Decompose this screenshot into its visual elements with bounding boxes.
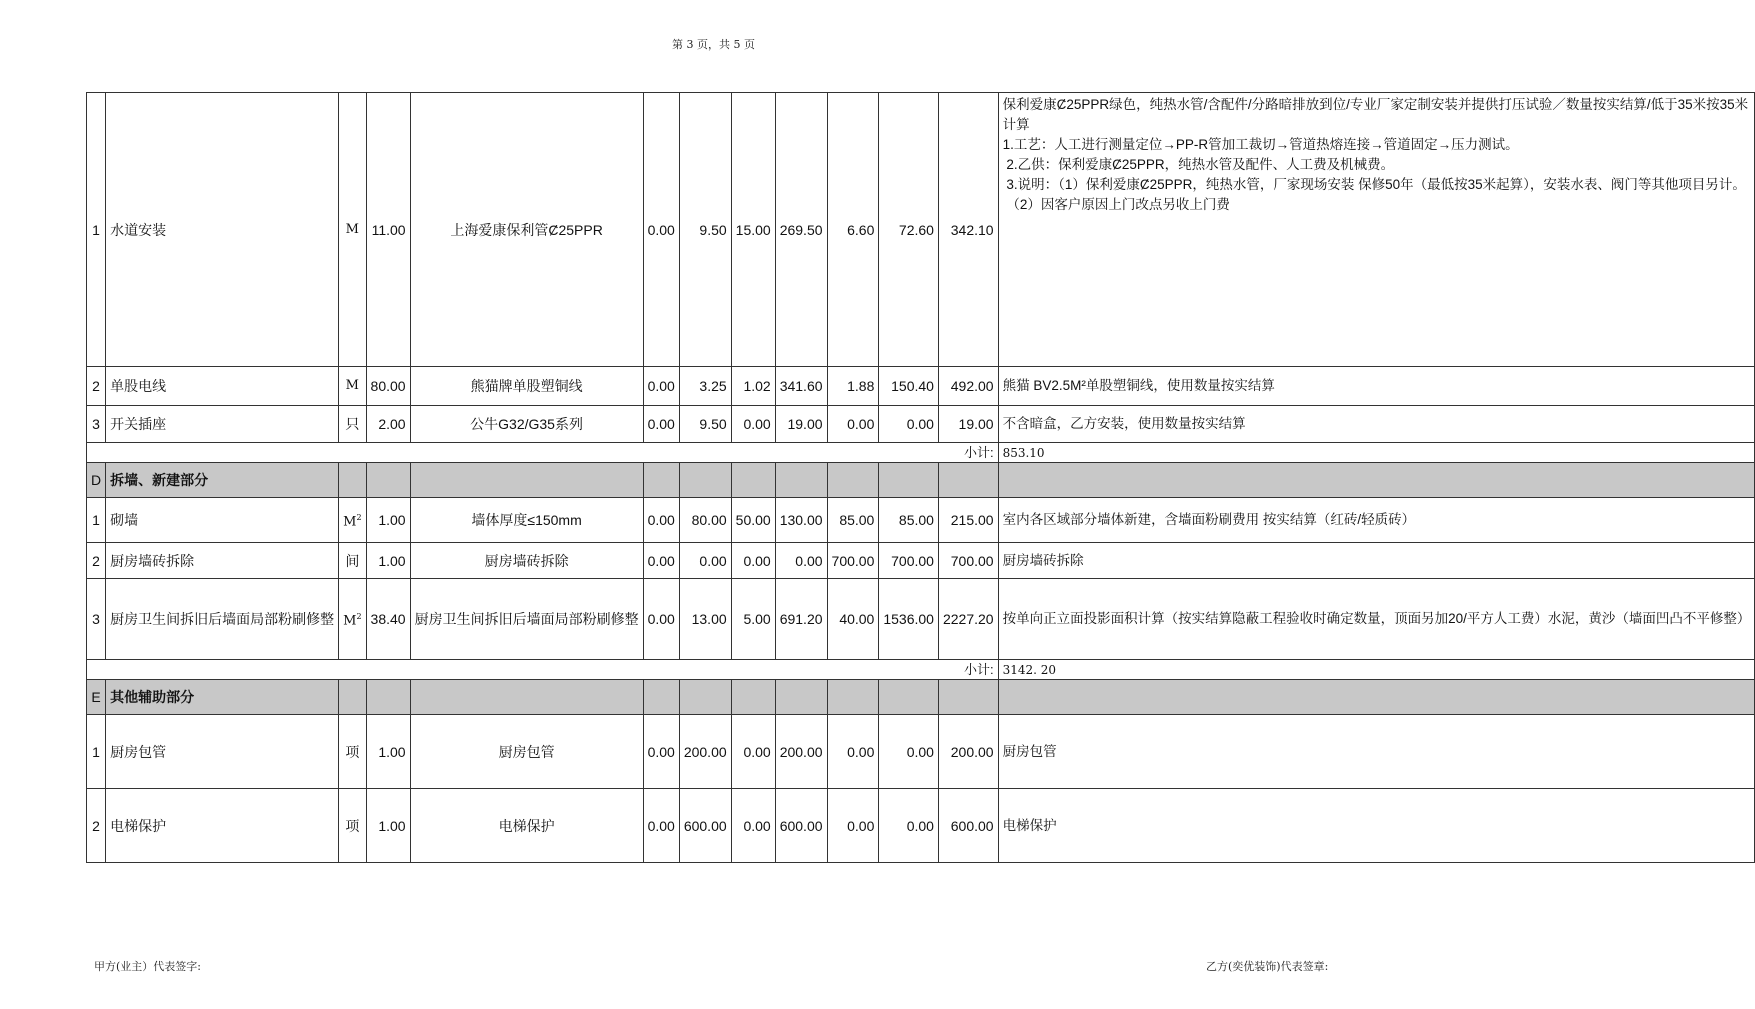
value-cell: 700.00 [827, 543, 879, 579]
item-name: 水道安装 [106, 93, 339, 367]
item-spec: 公牛G32/G35系列 [410, 406, 643, 443]
item-total: 215.00 [938, 498, 998, 543]
value-cell: 0.00 [643, 93, 679, 367]
row-number: 2 [87, 789, 106, 863]
value-cell: 0.00 [879, 715, 939, 789]
item-name: 厨房墙砖拆除 [106, 543, 339, 579]
table-row [87, 93, 1755, 367]
row-number: 2 [87, 543, 106, 579]
item-unit: 间 [339, 543, 366, 579]
table-row [87, 498, 1755, 543]
section-title: 其他辅助部分 [106, 680, 339, 715]
item-quantity: 80.00 [366, 367, 410, 406]
value-cell: 0.00 [679, 543, 731, 579]
item-unit: 只 [339, 406, 366, 443]
value-cell: 9.50 [679, 93, 731, 367]
section-header [87, 463, 1755, 498]
subtotal-row [87, 443, 1755, 463]
table-row [87, 367, 1755, 406]
item-spec: 电梯保护 [410, 789, 643, 863]
quotation-table [86, 92, 1755, 863]
table-row [87, 406, 1755, 443]
value-cell: 0.00 [731, 789, 775, 863]
value-cell: 0.00 [827, 715, 879, 789]
item-quantity: 1.00 [366, 789, 410, 863]
table-row [87, 789, 1755, 863]
value-cell: 0.00 [643, 543, 679, 579]
subtotal-label: 小计: [938, 660, 998, 680]
value-cell: 600.00 [775, 789, 827, 863]
section-code: D [87, 463, 106, 498]
value-cell: 341.60 [775, 367, 827, 406]
item-spec: 墙体厚度≤150mm [410, 498, 643, 543]
value-cell: 5.00 [731, 579, 775, 660]
subtotal-row [87, 660, 1755, 680]
value-cell: 72.60 [879, 93, 939, 367]
value-cell: 6.60 [827, 93, 879, 367]
value-cell: 0.00 [731, 543, 775, 579]
item-quantity: 11.00 [366, 93, 410, 367]
section-code: E [87, 680, 106, 715]
item-total: 200.00 [938, 715, 998, 789]
item-note: 不含暗盒，乙方安装，使用数量按实结算 [998, 406, 1755, 443]
row-number: 3 [87, 406, 106, 443]
value-cell: 130.00 [775, 498, 827, 543]
item-unit: M [339, 93, 366, 367]
item-unit: $M^2$ [339, 579, 366, 660]
item-unit: M [339, 367, 366, 406]
value-cell: 0.00 [643, 406, 679, 443]
item-note: 厨房墙砖拆除 [998, 543, 1755, 579]
row-number: 3 [87, 579, 106, 660]
row-number: 1 [87, 93, 106, 367]
value-cell: 269.50 [775, 93, 827, 367]
item-quantity: 38.40 [366, 579, 410, 660]
item-quantity: 1.00 [366, 715, 410, 789]
value-cell: 15.00 [731, 93, 775, 367]
value-cell: 50.00 [731, 498, 775, 543]
subtotal-label: 小计: [938, 443, 998, 463]
value-cell: 1.02 [731, 367, 775, 406]
value-cell: 9.50 [679, 406, 731, 443]
value-cell: 40.00 [827, 579, 879, 660]
item-name: 厨房卫生间拆旧后墙面局部粉刷修整 [106, 579, 339, 660]
item-name: 单股电线 [106, 367, 339, 406]
value-cell: 0.00 [643, 789, 679, 863]
value-cell: 0.00 [643, 715, 679, 789]
page-number: 第 3 页，共 5 页 [672, 38, 755, 51]
value-cell: 0.00 [643, 498, 679, 543]
value-cell: 0.00 [731, 715, 775, 789]
owner-signature-label: 甲方(业主）代表签字: [94, 960, 201, 973]
row-number: 1 [87, 498, 106, 543]
value-cell: 1.88 [827, 367, 879, 406]
item-total: 2227.20 [938, 579, 998, 660]
item-spec: 厨房包管 [410, 715, 643, 789]
value-cell: 85.00 [827, 498, 879, 543]
value-cell: 0.00 [643, 367, 679, 406]
subtotal-value: 3142. 20 [998, 660, 1755, 680]
item-name: 开关插座 [106, 406, 339, 443]
item-spec: 上海爱康保利管Ȼ25PPR [410, 93, 643, 367]
item-total: 600.00 [938, 789, 998, 863]
item-note: 室内各区域部分墙体新建，含墙面粉刷费用 按实结算（红砖/轻质砖） [998, 498, 1755, 543]
value-cell: 1536.00 [879, 579, 939, 660]
value-cell: 85.00 [879, 498, 939, 543]
value-cell: 0.00 [731, 406, 775, 443]
note-text: 保利爱康Ȼ25PPR绿色，纯热水管/含配件/分路暗排放到位/专业厂家定制安装并提供打压试验／数量按实结算/低于35米按35米计算 1.工艺：人工进行测量定位→PP-R管加工裁切→管道热熔连接→管道固定→压力测试。 2.乙供：保利爱康Ȼ25PPR，纯热水管及配件、人工费及机械费。 3.说明：（1）保利爱康Ȼ25PPR，纯热水管，厂家现场安装 保修50年（最低按35米起算），安装水表、阀门等其他项目另计。 （2）因客户原因上门改点另收上门费 [1002, 96, 1749, 212]
value-cell: 0.00 [643, 579, 679, 660]
item-name: 电梯保护 [106, 789, 339, 863]
item-unit: $M^2$ [339, 498, 366, 543]
item-note: 电梯保护 [998, 789, 1755, 863]
item-note: 熊猫 BV2.5M²单股塑铜线，使用数量按实结算 [998, 367, 1755, 406]
value-cell: 0.00 [879, 406, 939, 443]
table-row [87, 543, 1755, 579]
item-spec: 厨房墙砖拆除 [410, 543, 643, 579]
value-cell: 200.00 [679, 715, 731, 789]
item-total: 342.10 [938, 93, 998, 367]
item-name: 砌墙 [106, 498, 339, 543]
contractor-signature-label: 乙方(奕优装饰)代表签章: [1206, 960, 1329, 973]
section-title: 拆墙、新建部分 [106, 463, 339, 498]
item-note [998, 93, 1755, 367]
value-cell: 200.00 [775, 715, 827, 789]
value-cell: 0.00 [775, 543, 827, 579]
value-cell: 700.00 [879, 543, 939, 579]
item-spec: 厨房卫生间拆旧后墙面局部粉刷修整 [410, 579, 643, 660]
value-cell: 0.00 [879, 789, 939, 863]
subtotal-value: 853.10 [998, 443, 1755, 463]
table-row [87, 715, 1755, 789]
item-quantity: 2.00 [366, 406, 410, 443]
value-cell: 13.00 [679, 579, 731, 660]
section-header [87, 680, 1755, 715]
item-name: 厨房包管 [106, 715, 339, 789]
value-cell: 691.20 [775, 579, 827, 660]
row-number: 2 [87, 367, 106, 406]
item-total: 19.00 [938, 406, 998, 443]
item-note: 厨房包管 [998, 715, 1755, 789]
value-cell: 150.40 [879, 367, 939, 406]
item-unit: 项 [339, 715, 366, 789]
value-cell: 80.00 [679, 498, 731, 543]
value-cell: 0.00 [827, 406, 879, 443]
item-unit: 项 [339, 789, 366, 863]
table-row [87, 579, 1755, 660]
value-cell: 3.25 [679, 367, 731, 406]
row-number: 1 [87, 715, 106, 789]
item-total: 492.00 [938, 367, 998, 406]
value-cell: 0.00 [827, 789, 879, 863]
item-quantity: 1.00 [366, 543, 410, 579]
item-note: 按单向正立面投影面积计算（按实结算隐蔽工程验收时确定数量，顶面另加20/平方人工费）水泥，黄沙（墙面凹凸不平修整） [998, 579, 1755, 660]
item-total: 700.00 [938, 543, 998, 579]
item-spec: 熊猫牌单股塑铜线 [410, 367, 643, 406]
value-cell: 19.00 [775, 406, 827, 443]
item-quantity: 1.00 [366, 498, 410, 543]
value-cell: 600.00 [679, 789, 731, 863]
